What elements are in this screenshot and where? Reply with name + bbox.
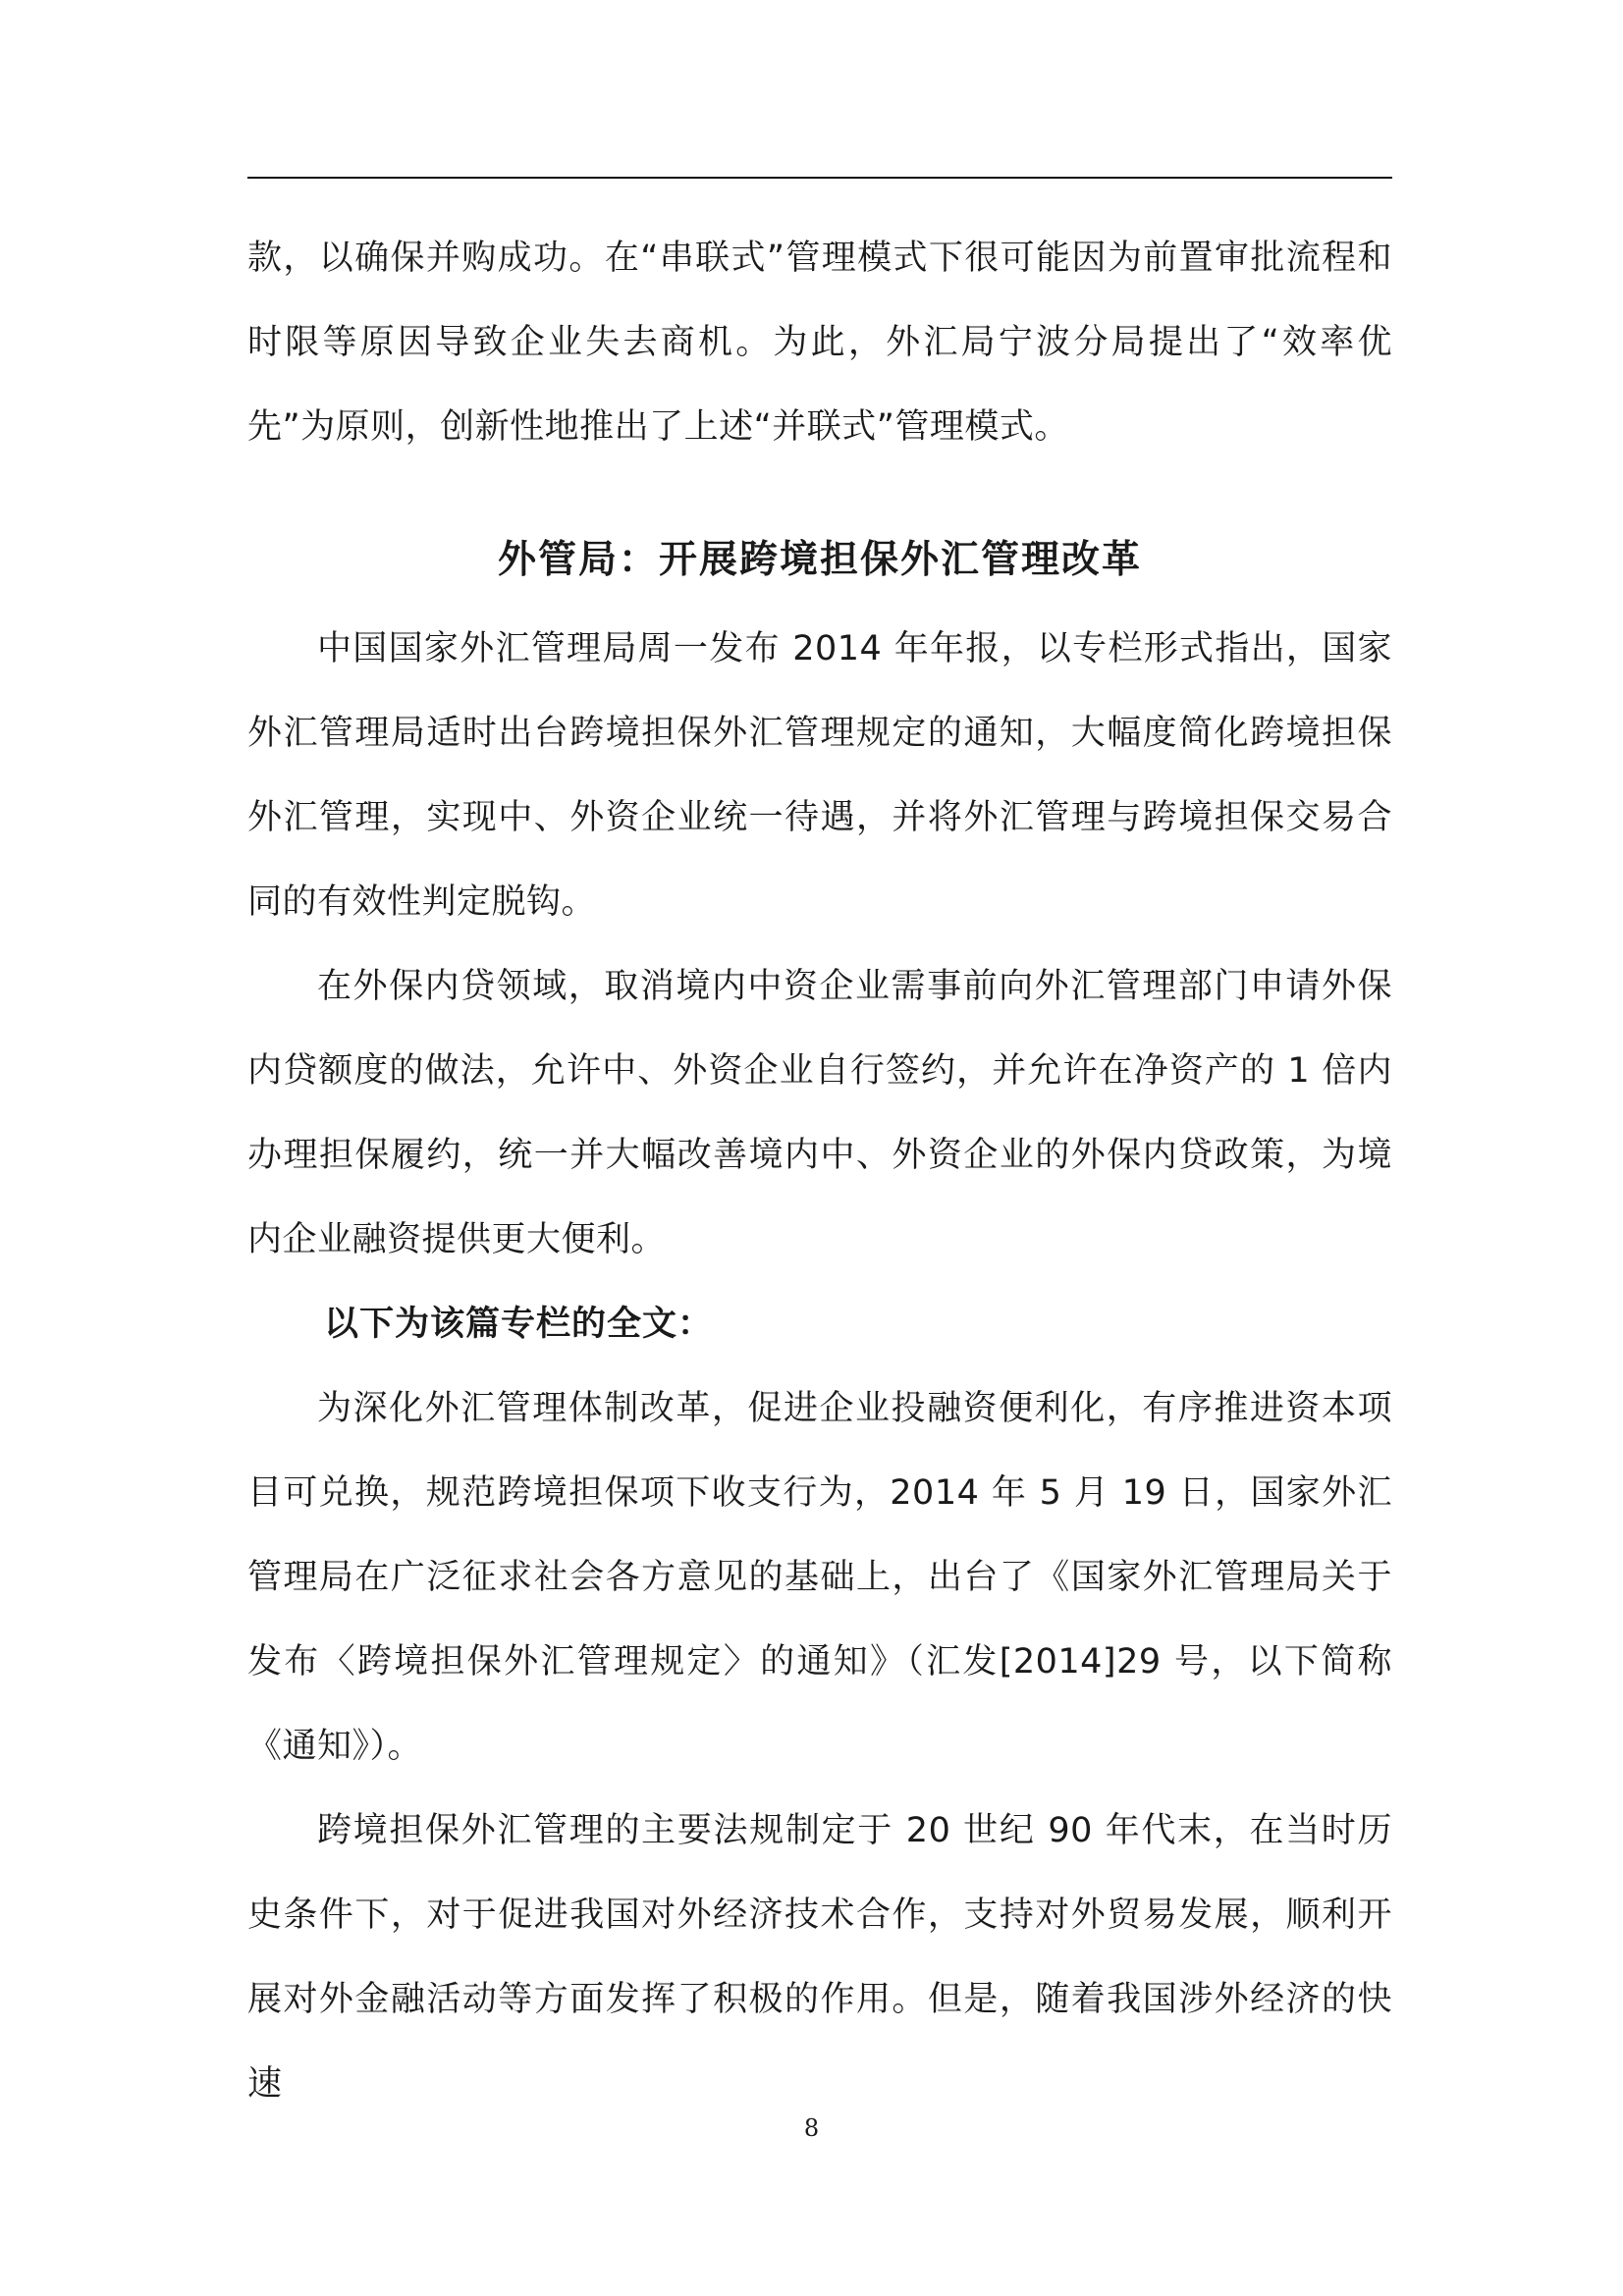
continuation-paragraph: 款，以确保并购成功。在“串联式”管理模式下很可能因为前置审批流程和时限等原因导致企业失去商机。为此，外汇局宁波分局提出了“效率优先”为原则，创新性地推出了上述“并联式”管理模式。	[247, 239, 1392, 447]
section-paragraph-2: 在外保内贷领域，取消境内中资企业需事前向外汇管理部门申请外保内贷额度的做法，允许中、外资企业自行签约，并允许在净资产的 1 倍内办理担保履约，统一并大幅改善境内中、外资企业的外保内贷政策，为境内企业融资提供更大便利。	[247, 967, 1392, 1259]
full-text-subheading: 以下为该篇专栏的全文：	[324, 1305, 714, 1344]
header-rule	[247, 177, 1392, 179]
page-content	[247, 216, 1392, 2126]
section-paragraph-3: 为深化外汇管理体制改革，促进企业投融资便利化，有序推进资本项目可兑换，规范跨境担保项下收支行为，2014 年 5 月 19 日，国家外汇管理局在广泛征求社会各方意见的基础上，出台了《国家外汇管理局关于发布〈跨境担保外汇管理规定〉的通知》（汇发[2014]29 号，以下简称《通知》）。	[247, 1389, 1392, 1766]
page-number: 8	[803, 2114, 820, 2142]
section-paragraph-4: 跨境担保外汇管理的主要法规制定于 20 世纪 90 年代末，在当时历史条件下，对于促进我国对外经济技术合作，支持对外贸易发展，顺利开展对外金融活动等方面发挥了积极的作用。但是，随着我国涉外经济的快速	[247, 1811, 1392, 2104]
section-paragraph-1: 中国国家外汇管理局周一发布 2014 年年报，以专栏形式指出，国家外汇管理局适时出台跨境担保外汇管理规定的通知，大幅度简化跨境担保外汇管理，实现中、外资企业统一待遇，并将外汇管理与跨境担保交易合同的有效性判定脱钩。	[247, 629, 1392, 922]
section-title: 外管局：开展跨境担保外汇管理改革	[497, 538, 1142, 582]
